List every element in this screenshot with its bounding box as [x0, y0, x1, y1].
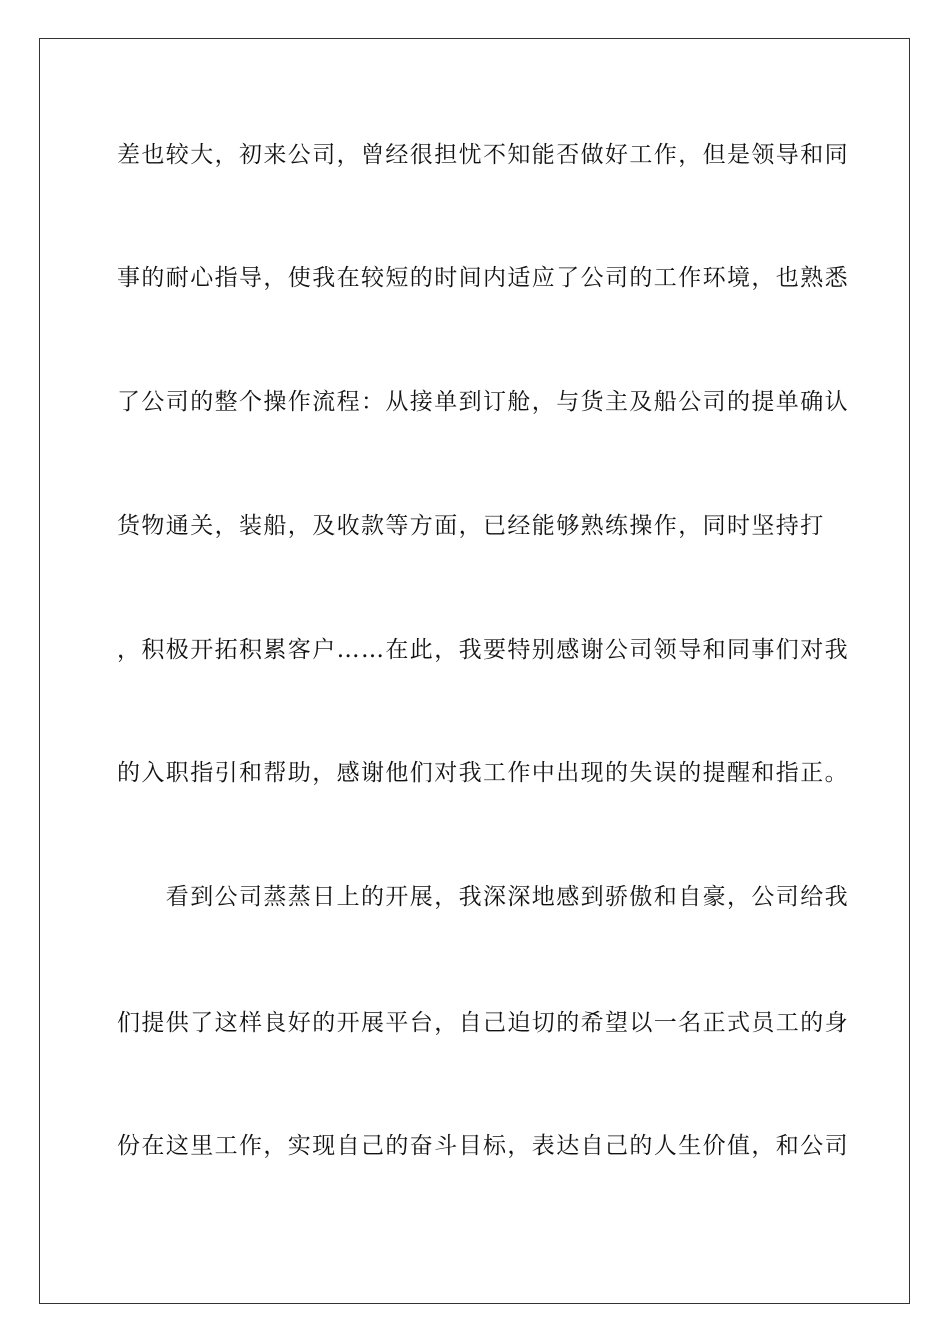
text-line-7: 看到公司蒸蒸日上的开展，我深深地感到骄傲和自豪，公司给我	[117, 884, 849, 910]
page-border	[39, 38, 910, 1304]
text-line-1: 差也较大，初来公司，曾经很担忧不知能否做好工作，但是领导和同	[117, 142, 849, 168]
text-line-6: 的入职指引和帮助，感谢他们对我工作中出现的失误的提醒和指正。	[117, 760, 849, 786]
text-line-4: 货物通关，装船，及收款等方面，已经能够熟练操作，同时坚持打	[117, 513, 825, 539]
text-line-5: ，积极开拓积累客户……在此，我要特别感谢公司领导和同事们对我	[117, 637, 849, 663]
text-line-2: 事的耐心指导，使我在较短的时间内适应了公司的工作环境，也熟悉	[117, 265, 849, 291]
text-line-3: 了公司的整个操作流程：从接单到订舱，与货主及船公司的提单确认	[117, 389, 849, 415]
text-line-9: 份在这里工作，实现自己的奋斗目标，表达自己的人生价值，和公司	[117, 1133, 849, 1159]
text-line-8: 们提供了这样良好的开展平台，自己迫切的希望以一名正式员工的身	[117, 1010, 849, 1036]
